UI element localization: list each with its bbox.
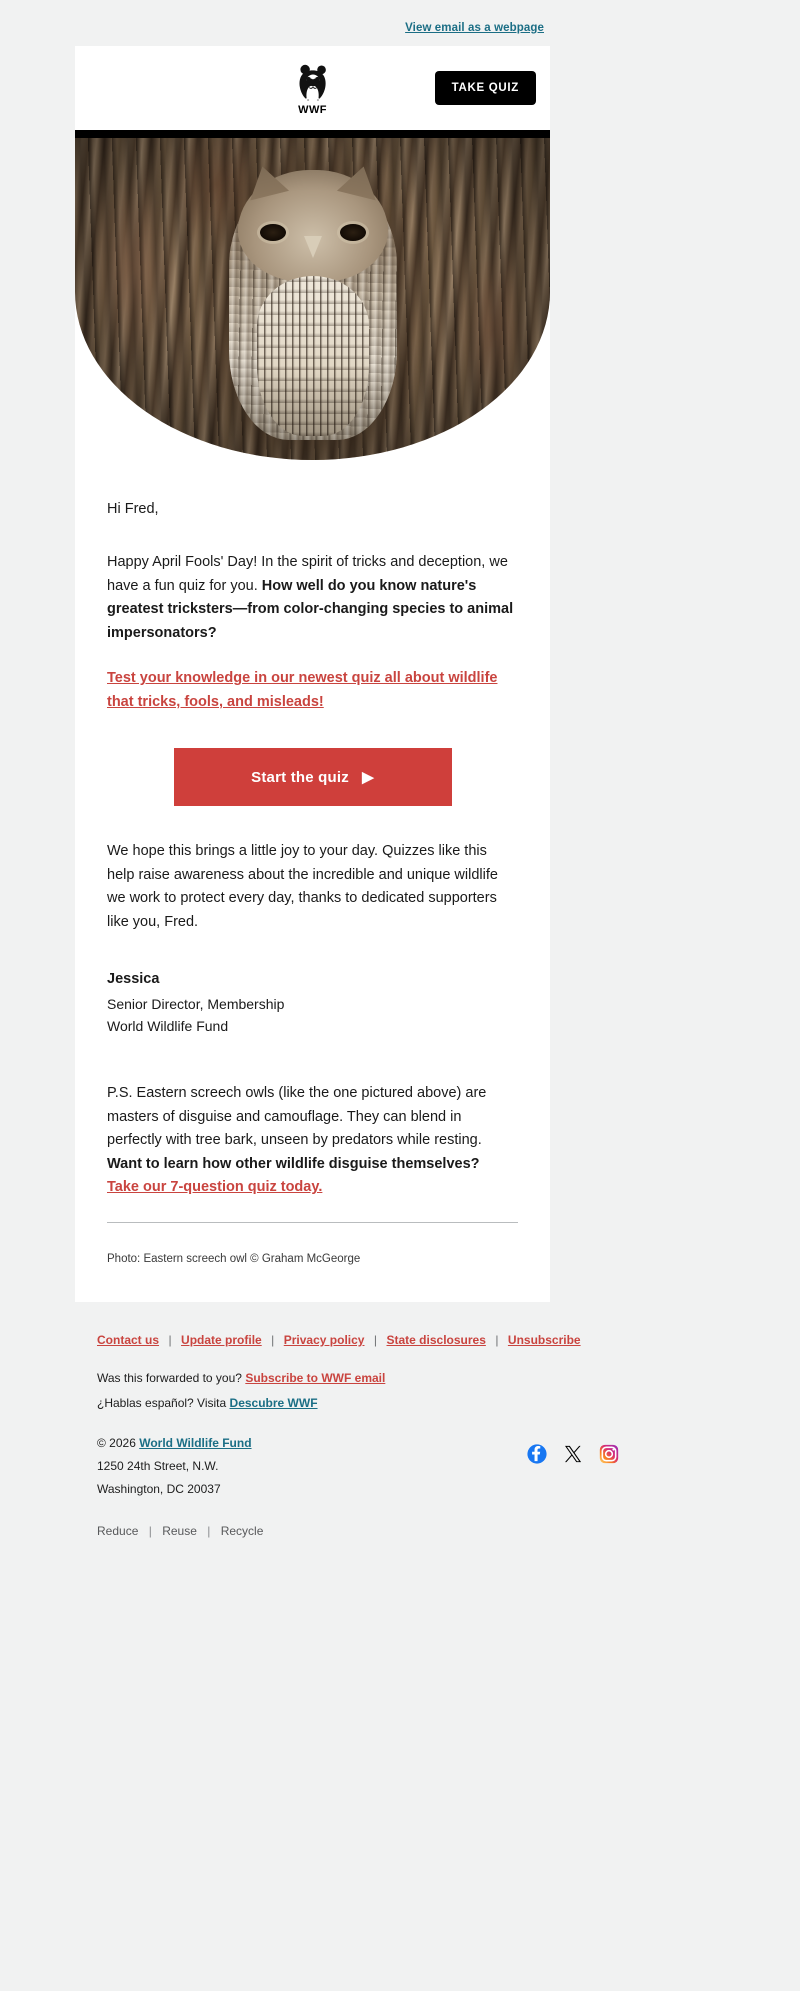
take-quiz-button[interactable]: TAKE QUIZ [435, 71, 536, 105]
email-card [75, 46, 550, 1302]
forwarded-text: Was this forwarded to you? [97, 1371, 242, 1385]
ps-quiz-link[interactable]: Take our 7-question quiz today. [107, 1179, 323, 1196]
play-triangle-icon: ▶ [353, 769, 374, 787]
facebook-icon[interactable] [527, 1444, 547, 1464]
view-email-as-webpage-link[interactable]: View email as a webpage [405, 22, 544, 34]
footer-link-separator: | [373, 1332, 378, 1347]
intro-plain-text: Happy April Fools' Day! In the spirit of tricks and deception, we have a fun quiz for you. [107, 554, 508, 594]
ps-bold-text: Want to learn how other wildlife disguise themselves? [107, 1155, 480, 1172]
signature-name: Jessica [107, 971, 160, 988]
reuse-label: Reuse [162, 1523, 197, 1538]
signature-title: Senior Director, Membership [107, 995, 285, 1012]
footer-link-separator: | [168, 1332, 172, 1347]
forwarded-row [97, 1367, 667, 1390]
footer-link-contact-us[interactable]: Contact us [97, 1332, 160, 1347]
cta-container [107, 748, 518, 806]
wwf-wordmark: WWF [298, 103, 327, 116]
reduce-label: Reduce [97, 1523, 139, 1538]
address-line-2: Washington, DC 20037 [97, 1481, 221, 1496]
footer-link-update-profile[interactable]: Update profile [181, 1332, 262, 1347]
wwf-panda-logo-icon [292, 61, 334, 103]
hero-image-section [75, 130, 550, 460]
greeting-text: Hi Fred, [107, 501, 159, 517]
footer-link-state-disclosures[interactable]: State disclosures [386, 1332, 486, 1347]
footer-link-separator: | [495, 1332, 499, 1347]
descubre-wwf-link[interactable]: Descubre WWF [229, 1395, 318, 1410]
email-body [75, 460, 550, 1302]
subscribe-to-wwf-email-link[interactable]: Subscribe to WWF email [245, 1371, 386, 1385]
signature-org: World Wildlife Fund [107, 1018, 229, 1035]
reduce-separator: | [148, 1523, 152, 1538]
quiz-link-block [107, 667, 518, 714]
email-footer [0, 1302, 800, 1564]
footer-address-block [97, 1433, 667, 1500]
footer-divider [107, 1222, 518, 1223]
start-quiz-label: Start the quiz [251, 769, 349, 787]
spanish-text: ¿Hablas español? Visita [97, 1395, 227, 1410]
footer-link-row [97, 1326, 667, 1353]
footer-link-privacy-policy[interactable]: Privacy policy [283, 1332, 365, 1347]
reuse-separator: | [207, 1523, 211, 1538]
footer-link-separator: | [271, 1332, 275, 1347]
start-the-quiz-button[interactable] [174, 748, 452, 806]
quiz-knowledge-link[interactable]: Test your knowledge in our newest quiz all about wildlife that tricks, fools, and misleads! [107, 670, 498, 710]
owl-photo [75, 136, 550, 460]
reduce-reuse-recycle-row [97, 1524, 667, 1538]
email-header [75, 46, 550, 130]
wwf-logo[interactable] [291, 61, 335, 116]
copyright-text: © 2026 [97, 1435, 136, 1450]
footer-inner [97, 1326, 667, 1538]
photo-vignette [75, 136, 550, 460]
preheader-bar [0, 0, 800, 46]
recycle-label: Recycle [220, 1523, 264, 1538]
world-wildlife-fund-link[interactable]: World Wildlife Fund [139, 1435, 252, 1450]
social-icons-row [527, 1444, 619, 1464]
ps-paragraph [107, 1082, 518, 1199]
photo-credit-text: Photo: Eastern screech owl © Graham McGeorge [107, 1252, 361, 1265]
closing-paragraph: We hope this brings a little joy to your day. Quizzes like this help raise awareness about the incredible and unique wildlife we work to protect every day, thanks to dedicated supporters like you, Fred. [107, 843, 498, 930]
footer-link-unsubscribe[interactable]: Unsubscribe [507, 1332, 581, 1347]
intro-bold-text: How well do you know nature's greatest tricksters—from color-changing species to animal impersonators? [107, 577, 514, 641]
address-line-1: 1250 24th Street, N.W. [97, 1458, 219, 1473]
hero-top-black-bar [75, 130, 550, 138]
instagram-icon[interactable] [599, 1444, 619, 1464]
signature-block [107, 968, 518, 1038]
spanish-row [97, 1392, 667, 1415]
x-twitter-icon[interactable] [563, 1444, 583, 1464]
ps-plain-text: P.S. Eastern screech owls (like the one pictured above) are masters of disguise and camouflage. They can blend in perfectly with tree bark, unseen by predators while resting. [107, 1085, 487, 1149]
intro-paragraph [107, 551, 518, 645]
